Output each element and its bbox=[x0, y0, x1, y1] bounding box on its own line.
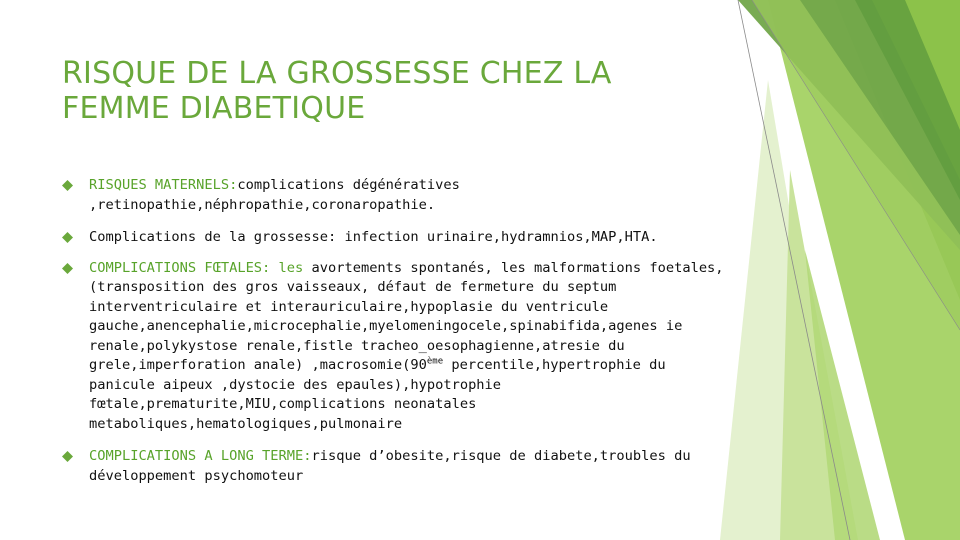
list-item bbox=[62, 228, 730, 248]
item-text: risque d’obesite,risque de diabete,troubles du développement psychomoteur bbox=[89, 448, 691, 484]
item-text-after: percentile,hypertrophie du panicule aipeux ,dystocie des epaules),hypotrophie fœtale,prematurite,MIU,complications neonatales metaboliques,hematologiques,pulmonaire bbox=[89, 357, 666, 432]
item-label: COMPLICATIONS FŒTALES: les bbox=[89, 259, 304, 276]
slide-title: RISQUE DE LA GROSSESSE CHEZ LA FEMME DIABETIQUE bbox=[62, 56, 612, 126]
diamond-bullet-icon bbox=[62, 232, 73, 243]
diamond-bullet-icon bbox=[62, 263, 73, 274]
list-item bbox=[62, 259, 730, 435]
list-item bbox=[62, 176, 730, 215]
item-text: complications dégénératives ,retinopathie,néphropathie,coronaropathie. bbox=[89, 177, 460, 213]
diamond-bullet-icon bbox=[62, 451, 73, 462]
item-text: Complications de la grossesse: infection urinaire,hydramnios,MAP,HTA. bbox=[89, 229, 658, 245]
item-text: avortements spontanés, les malformations foetales,(transposition des gros vaisseaux, défaut de fermeture du septum interventriculaire et interauriculaire,hypoplasie du ventricule gauche,anencephalie,microcephalie,myelomeningocele,spinabifida,agenes ie renale,polykystose renale,fistle tracheo_oesophagienne,atresie du grele,imperforation anale) ,macrosomie(90 bbox=[89, 259, 724, 373]
diamond-bullet-icon bbox=[62, 180, 73, 191]
item-label: COMPLICATIONS A LONG TERME: bbox=[89, 448, 312, 464]
bullet-list bbox=[62, 176, 730, 499]
superscript: ème bbox=[426, 356, 444, 367]
list-item bbox=[62, 447, 730, 486]
item-label: RISQUES MATERNELS: bbox=[89, 177, 238, 193]
